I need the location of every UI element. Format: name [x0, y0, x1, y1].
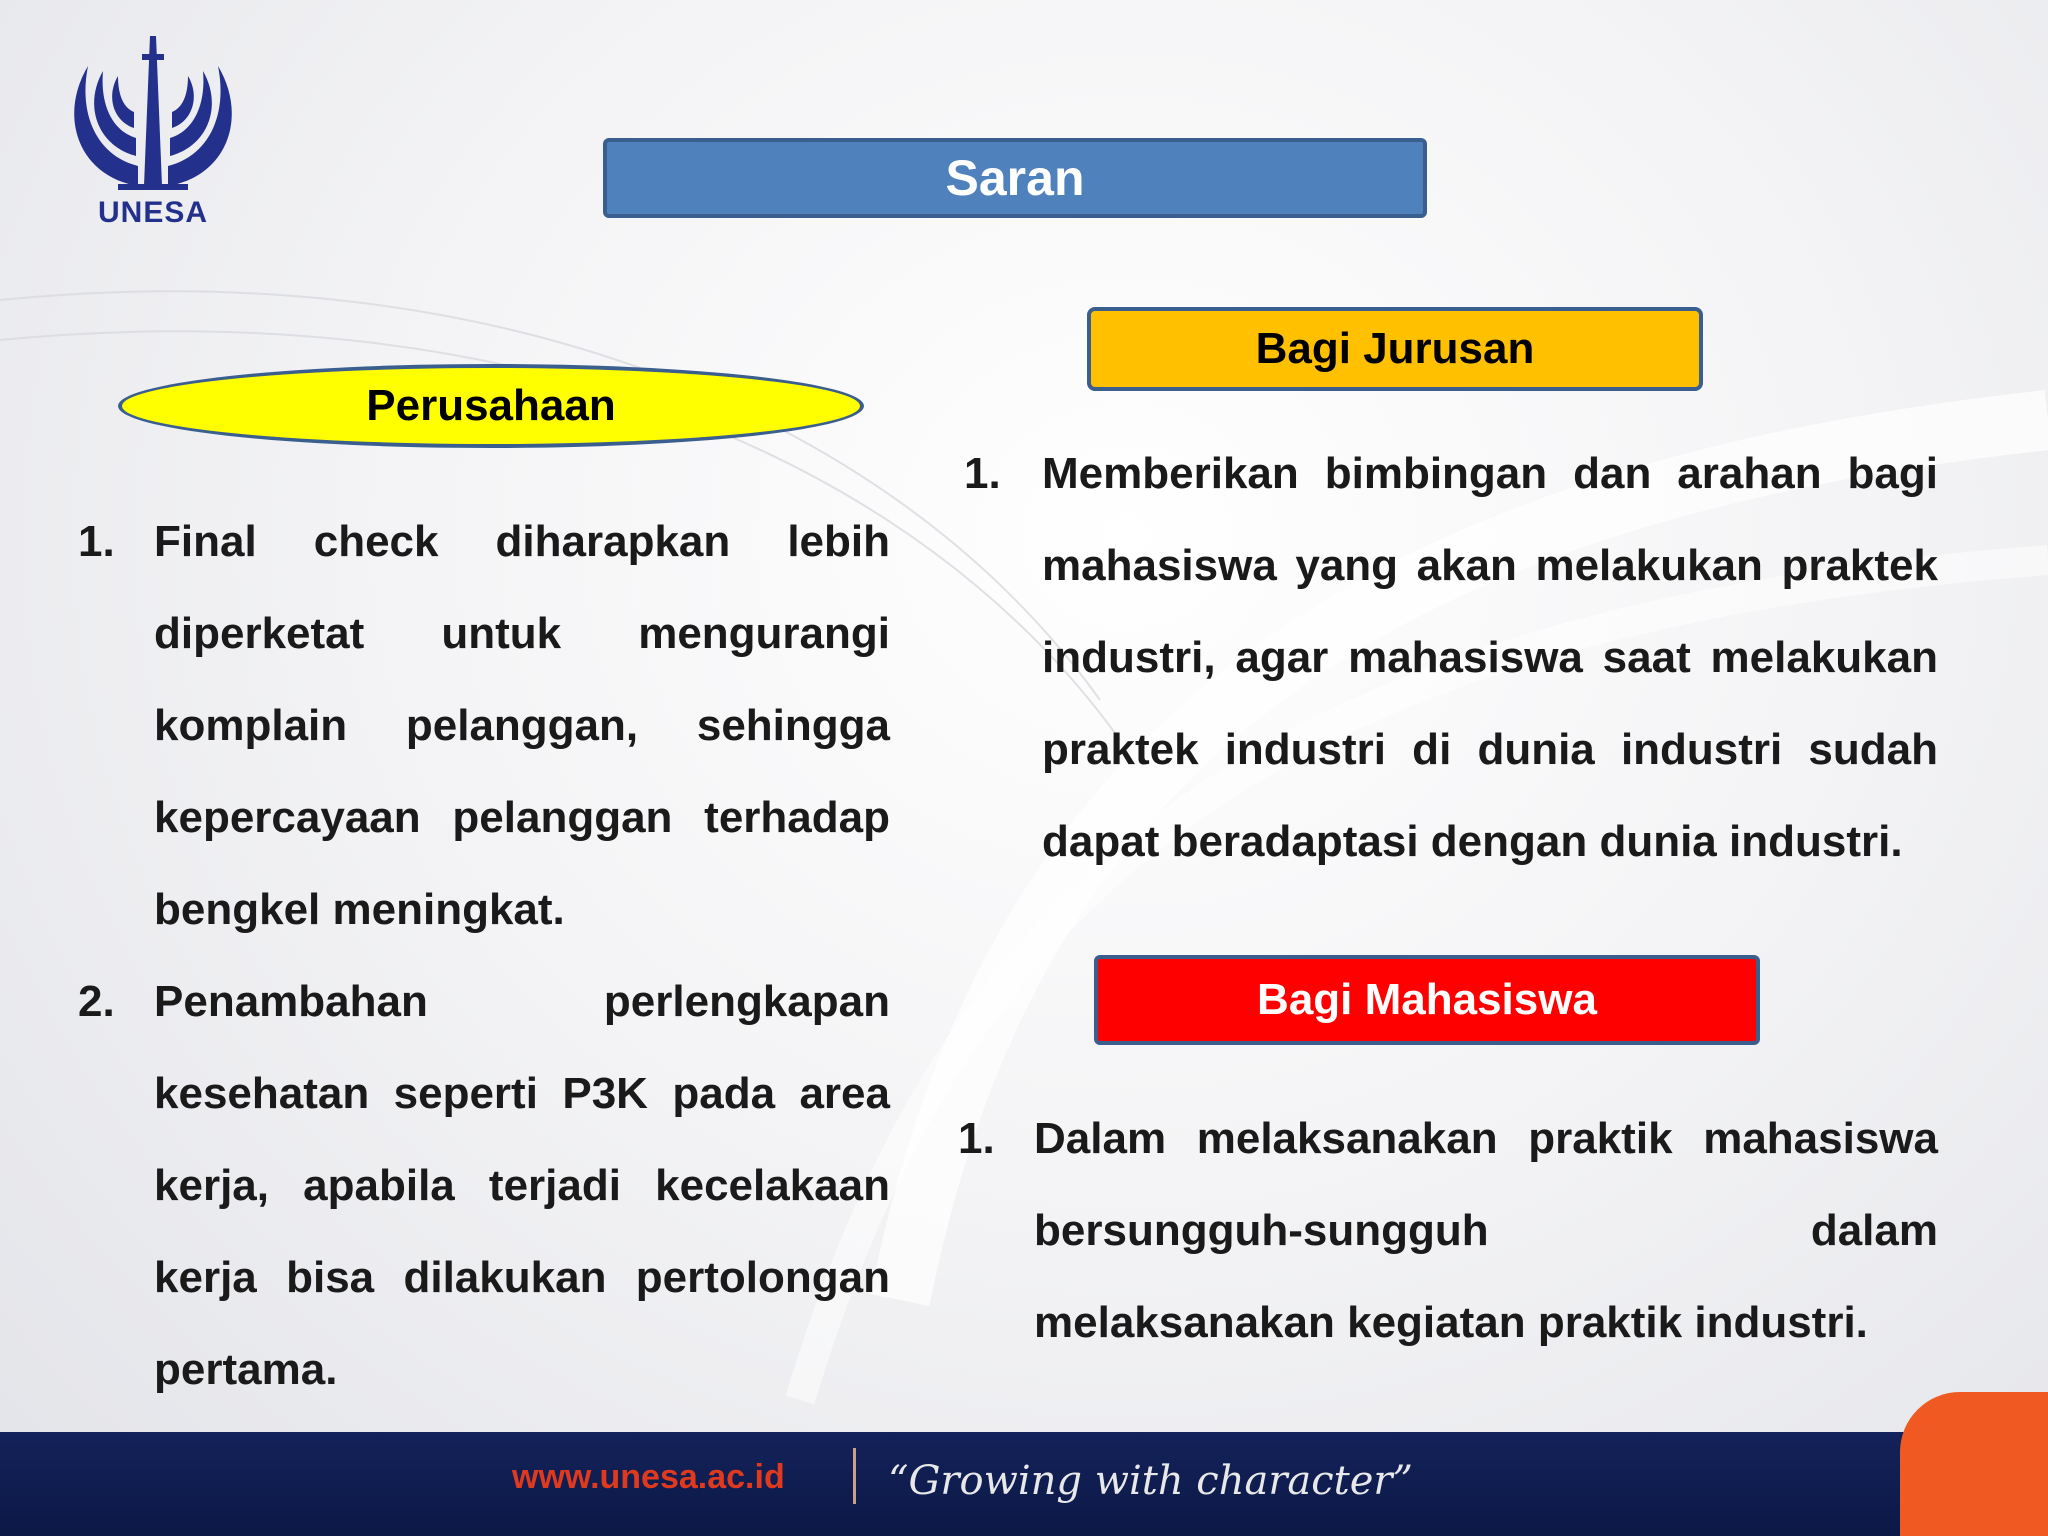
list-item-text: Final check diharapkan lebih diperketat untuk mengurangi komplain pelanggan, sehingga kepercayaan pelanggan terhadap bengkel meningkat.: [154, 517, 890, 934]
jurusan-heading: Bagi Jurusan: [1087, 307, 1703, 391]
list-item: [958, 1093, 1938, 1369]
list-item: [78, 496, 890, 956]
list-item-text: Memberikan bimbingan dan arahan bagi mahasiswa yang akan melakukan praktek industri, agar mahasiswa saat melakukan praktek industri di dunia industri sudah dapat beradaptasi dengan dunia industri.: [1042, 449, 1938, 866]
mahasiswa-heading: Bagi Mahasiswa: [1094, 955, 1760, 1045]
list-item: [78, 956, 890, 1416]
list-item-number: 1.: [958, 1114, 995, 1163]
footer-divider: [853, 1448, 856, 1504]
logo-text: UNESA: [97, 196, 208, 229]
mahasiswa-list: [958, 1093, 1938, 1369]
footer-accent: [1900, 1392, 2048, 1536]
footer-url[interactable]: www.unesa.ac.id: [512, 1458, 785, 1496]
perusahaan-list: [78, 496, 890, 1416]
footer-tagline: “Growing with character”: [888, 1458, 1413, 1504]
page-title: Saran: [603, 138, 1427, 218]
jurusan-list: [964, 428, 1938, 888]
list-item-text: Penambahan perlengkapan kesehatan seperti P3K pada area kerja, apabila terjadi kecelakaan kerja bisa dilakukan pertolongan pertama.: [154, 977, 890, 1394]
list-item-text: Dalam melaksanakan praktik mahasiswa bersungguh-sungguh dalam melaksanakan kegiatan praktik industri.: [1034, 1114, 1938, 1347]
unesa-logo: [58, 36, 248, 236]
list-item-number: 2.: [78, 977, 115, 1026]
list-item: [964, 428, 1938, 888]
unesa-emblem-icon: [58, 36, 248, 201]
perusahaan-heading: Perusahaan: [118, 364, 864, 448]
list-item-number: 1.: [964, 449, 1001, 498]
list-item-number: 1.: [78, 517, 115, 566]
